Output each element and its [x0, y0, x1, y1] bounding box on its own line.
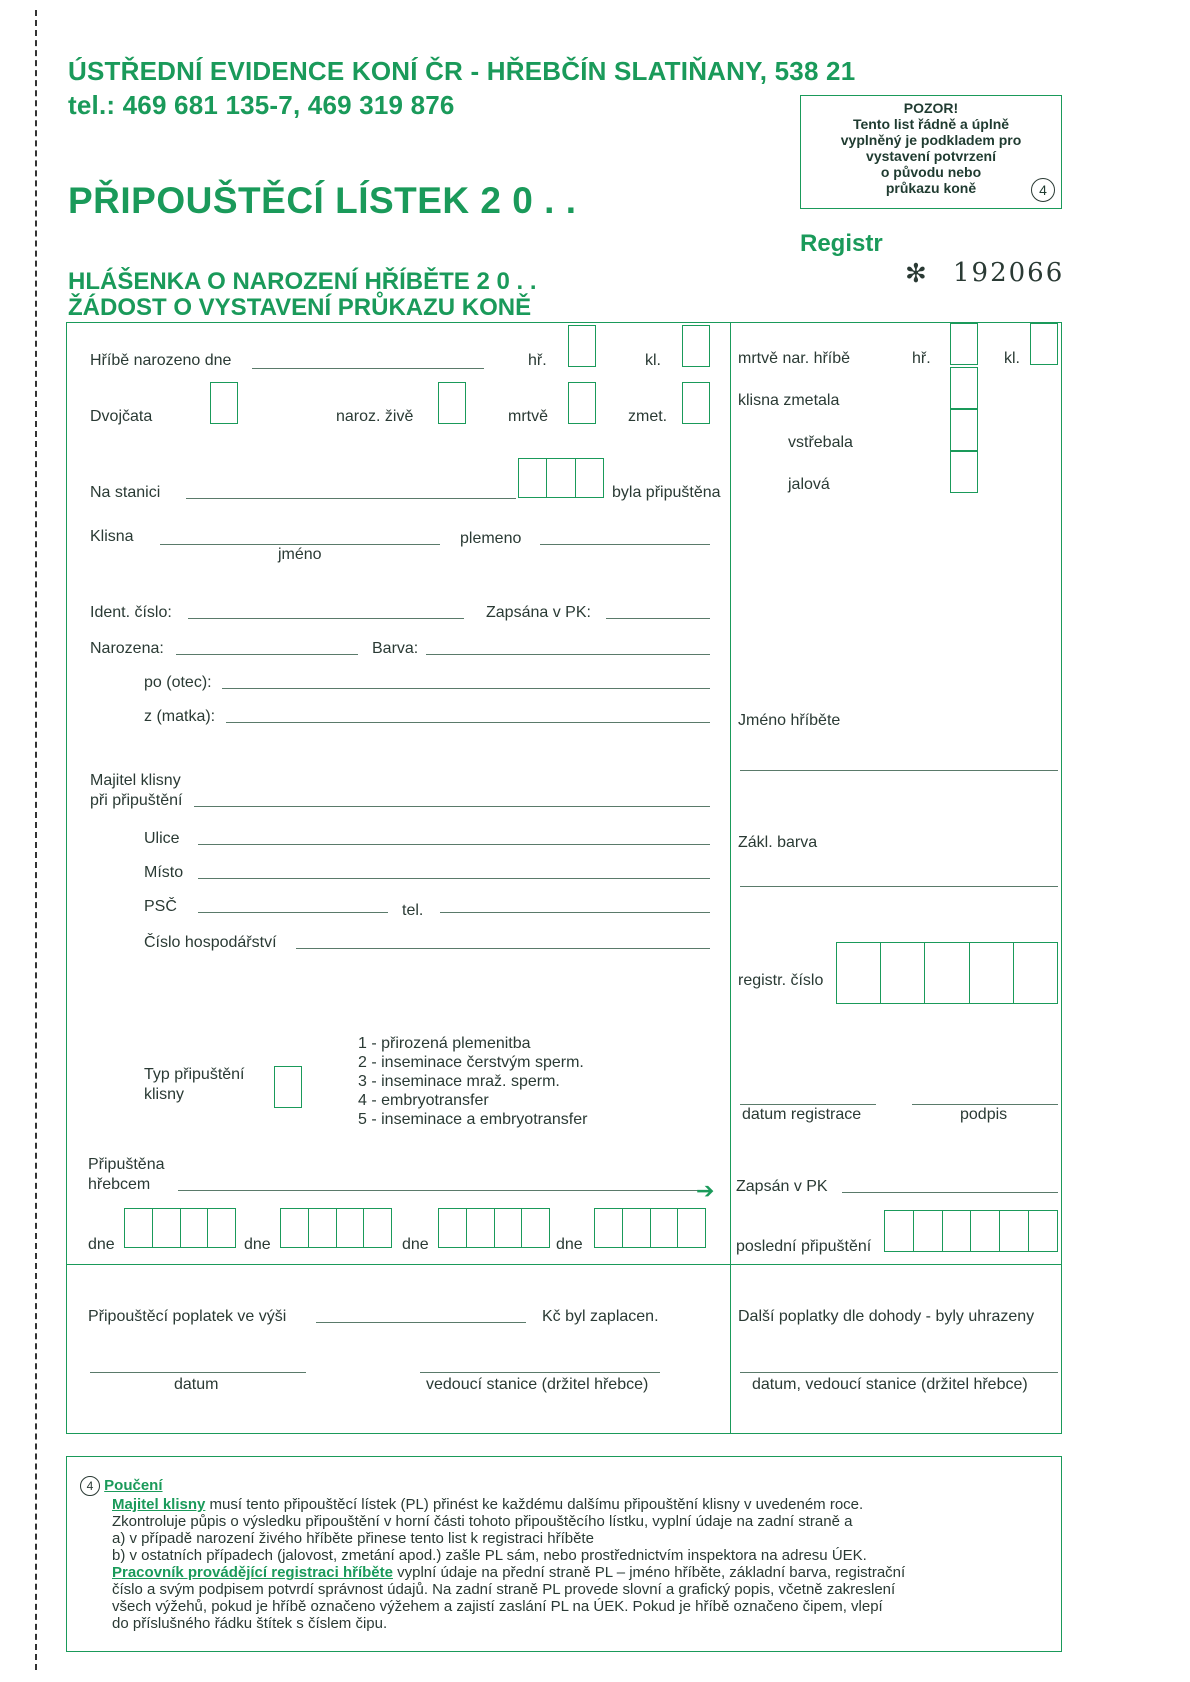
instructions-line: vyplní údaje na přední straně PL – jméno hříběte, základní barva, registrační	[392, 1564, 906, 1581]
barren-label: jalová	[788, 476, 830, 493]
twins-label: Dvojčata	[90, 408, 153, 425]
notice-line: o původu nebo	[880, 164, 982, 180]
foal-born-date-field[interactable]	[252, 368, 484, 369]
signature-caption: podpis	[960, 1106, 1008, 1123]
station-field[interactable]	[186, 498, 516, 499]
date-cells-4[interactable]	[594, 1208, 706, 1248]
covering-type-label-1: Typ připuštění	[144, 1066, 245, 1083]
covered-by-label-1: Připuštěna	[88, 1156, 165, 1173]
instructions-line: do příslušného řádku štítek s číslem čipu.	[112, 1615, 388, 1632]
instructions-line: číslo a svým podpisem potvrdí správnost údajů. Na zadní straně PL provede slovní a grafický popis, včetně zakreslení	[112, 1581, 896, 1598]
station-code-cells[interactable]	[518, 458, 604, 498]
last-covering-label: poslední připuštění	[736, 1238, 872, 1255]
absorbed-checkbox[interactable]	[950, 409, 978, 451]
absorbed-label: vstřebala	[788, 434, 853, 451]
colt-checkbox[interactable]	[568, 325, 596, 367]
form-title: PŘIPOUŠTĚCÍ LÍSTEK 2 0 . .	[68, 180, 577, 221]
covering-type-label-2: klisny	[144, 1086, 185, 1103]
covering-type-option: 5 - inseminace a embryotransfer	[358, 1111, 588, 1128]
perforation-line	[35, 10, 37, 1670]
instructions-title: Poučení	[104, 1477, 163, 1494]
owner-field[interactable]	[194, 806, 710, 807]
notice-line: POZOR!	[903, 100, 959, 116]
basic-color-field[interactable]	[740, 886, 1058, 887]
notice-badge: 4	[1031, 178, 1055, 202]
basic-color-label: Zákl. barva	[738, 834, 818, 851]
owner-label-2: při připuštění	[90, 792, 183, 809]
covered-by-label-2: hřebcem	[88, 1176, 151, 1193]
sire-field[interactable]	[222, 688, 710, 689]
owner-label-1: Majitel klisny	[90, 772, 181, 789]
place-label: Místo	[144, 864, 184, 881]
barren-checkbox[interactable]	[950, 451, 978, 493]
other-fees-field[interactable]	[740, 1372, 1058, 1373]
born-alive-label: naroz. živě	[336, 408, 414, 425]
stillborn-foal-label: mrtvě nar. hříbě	[738, 350, 851, 367]
serial-number: 192066	[953, 258, 1065, 288]
owner-phone-field[interactable]	[440, 912, 710, 913]
instructions-badge: 4	[80, 1476, 100, 1496]
instructions-line: musí tento připouštěcí lístek (PL) přinést ke každému dalšímu připouštění klisny v uvedeném roce.	[205, 1496, 864, 1513]
foal-born-label: Hříbě narozeno dne	[90, 352, 232, 369]
mare-label: Klisna	[90, 528, 134, 545]
right-filly-checkbox[interactable]	[1030, 323, 1058, 365]
date-cells-3[interactable]	[438, 1208, 550, 1248]
column-divider	[730, 322, 731, 1434]
date-cells-2[interactable]	[280, 1208, 392, 1248]
dam-field[interactable]	[226, 722, 710, 723]
notice-line: vyplněný je podkladem pro	[840, 132, 1022, 148]
fee-amount-field[interactable]	[316, 1322, 526, 1323]
fee-date-caption: datum	[174, 1376, 219, 1393]
date-label-3: dne	[402, 1236, 429, 1253]
stillborn-checkbox[interactable]	[568, 382, 596, 424]
fee-label: Připouštěcí poplatek ve výši	[88, 1308, 287, 1325]
covering-type-option: 1 - přirozená plemenitba	[358, 1035, 531, 1052]
registration-number-label: registr. číslo	[738, 972, 824, 989]
aborted-label: zmet.	[628, 408, 668, 425]
covering-type-checkbox[interactable]	[274, 1066, 302, 1108]
instructions-text	[80, 1476, 1050, 1632]
arrow-right-icon: ➔	[696, 1178, 715, 1203]
filly-checkbox[interactable]	[682, 325, 710, 367]
last-covering-cells[interactable]	[884, 1210, 1058, 1252]
fees-divider	[66, 1264, 1062, 1265]
mare-owner-heading: Majitel klisny	[112, 1496, 206, 1513]
other-fees-label: Další poplatky dle dohody - byly uhrazeny	[738, 1308, 1035, 1325]
color-field[interactable]	[426, 654, 710, 655]
notice-line: průkazu koně	[885, 180, 977, 196]
station-label: Na stanici	[90, 484, 161, 501]
born-field[interactable]	[176, 654, 358, 655]
registration-number-cells[interactable]	[836, 942, 1058, 1004]
twins-checkbox[interactable]	[210, 382, 238, 424]
other-fees-caption: datum, vedoucí stanice (držitel hřebce)	[752, 1376, 1028, 1393]
was-covered-label: byla připuštěna	[612, 484, 721, 501]
foal-name-field[interactable]	[740, 770, 1058, 771]
stallion-studbook-label: Zapsán v PK	[736, 1178, 828, 1195]
mare-aborted-checkbox[interactable]	[950, 367, 978, 409]
covering-type-options	[358, 1034, 587, 1129]
color-label: Barva:	[372, 640, 419, 657]
aborted-checkbox[interactable]	[682, 382, 710, 424]
street-field[interactable]	[198, 844, 710, 845]
mare-name-caption: jméno	[278, 546, 322, 563]
mare-aborted-label: klisna zmetala	[738, 392, 840, 409]
zip-field[interactable]	[198, 912, 388, 913]
form-subtitle-passport: ŽÁDOST O VYSTAVENÍ PRŮKAZU KONĚ	[68, 294, 532, 321]
station-manager-caption: vedoucí stanice (držitel hřebce)	[426, 1376, 649, 1393]
notice-line: vystavení potvrzení	[866, 148, 996, 164]
mare-name-field[interactable]	[160, 544, 440, 545]
right-filly-label: kl.	[1004, 350, 1020, 367]
registr-label: Registr	[800, 230, 883, 257]
instructions-line: a) v případě narození živého hříběte přinese tento list k registraci hříběte	[112, 1530, 594, 1547]
serial-star-icon: ✻	[905, 258, 927, 288]
covering-type-option: 2 - inseminace čerstvým sperm.	[358, 1054, 584, 1071]
sire-label: po (otec):	[144, 674, 212, 691]
organization-phone: tel.: 469 681 135-7, 469 319 876	[68, 90, 455, 120]
born-alive-checkbox[interactable]	[438, 382, 466, 424]
breed-field[interactable]	[540, 544, 710, 545]
farm-number-label: Číslo hospodářství	[144, 934, 277, 951]
instructions-line: b) v ostatních případech (jalovost, zmetání apod.) zašle PL sám, nebo prostřednictvím inspektora na adresu ÚEK.	[112, 1547, 867, 1564]
studbook-field[interactable]	[606, 618, 710, 619]
farm-number-field[interactable]	[296, 948, 710, 949]
stallion-studbook-field[interactable]	[842, 1192, 1058, 1193]
ident-label: Ident. číslo:	[90, 604, 172, 621]
date-label-2: dne	[244, 1236, 271, 1253]
station-manager-field[interactable]	[420, 1372, 660, 1373]
colt-label: hř.	[528, 352, 547, 369]
stallion-field[interactable]	[178, 1190, 698, 1191]
owner-phone-label: tel.	[402, 902, 424, 919]
covering-type-option: 4 - embryotransfer	[358, 1092, 489, 1109]
foal-name-label: Jméno hříběte	[738, 712, 841, 729]
street-label: Ulice	[144, 830, 180, 847]
fee-paid-label: Kč byl zaplacen.	[542, 1308, 659, 1325]
date-label-4: dne	[556, 1236, 583, 1253]
signature-field[interactable]	[912, 1104, 1058, 1105]
registrar-heading: Pracovník provádějící registraci hříběte	[112, 1564, 393, 1581]
born-label: Narozena:	[90, 640, 164, 657]
organization-name: ÚSTŘEDNÍ EVIDENCE KONÍ ČR - HŘEBČÍN SLATIŇANY, 538 21	[68, 56, 856, 86]
fee-date-field[interactable]	[90, 1372, 306, 1373]
registration-date-field[interactable]	[740, 1104, 876, 1105]
place-field[interactable]	[198, 878, 710, 879]
ident-field[interactable]	[188, 618, 464, 619]
date-cells-1[interactable]	[124, 1208, 236, 1248]
instructions-line: všech výžehů, pokud je hříbě označeno výžehem a zajistí zaslání PL na ÚEK. Pokud je hříbě označeno čipem, vlepí	[112, 1598, 883, 1615]
date-label-1: dne	[88, 1236, 115, 1253]
studbook-label: Zapsána v PK:	[486, 604, 591, 621]
registration-date-caption: datum registrace	[742, 1106, 862, 1123]
right-colt-label: hř.	[912, 350, 931, 367]
breed-label: plemeno	[460, 530, 522, 547]
right-colt-checkbox[interactable]	[950, 323, 978, 365]
dam-label: z (matka):	[144, 708, 216, 725]
covering-type-option: 3 - inseminace mraž. sperm.	[358, 1073, 560, 1090]
instructions-line: Zkontroluje půpis o výsledku připouštění v horní části tohoto připouštěcího lístku, vyplní údaje na zadní straně a	[112, 1513, 853, 1530]
zip-label: PSČ	[144, 898, 177, 915]
stillborn-label: mrtvě	[508, 408, 548, 425]
filly-label: kl.	[645, 352, 661, 369]
notice-line: Tento list řádně a úplně	[852, 116, 1010, 132]
notice-box	[800, 95, 1062, 209]
form-subtitle-birth: HLÁŠENKA O NAROZENÍ HŘÍBĚTE 2 0 . .	[68, 268, 537, 295]
